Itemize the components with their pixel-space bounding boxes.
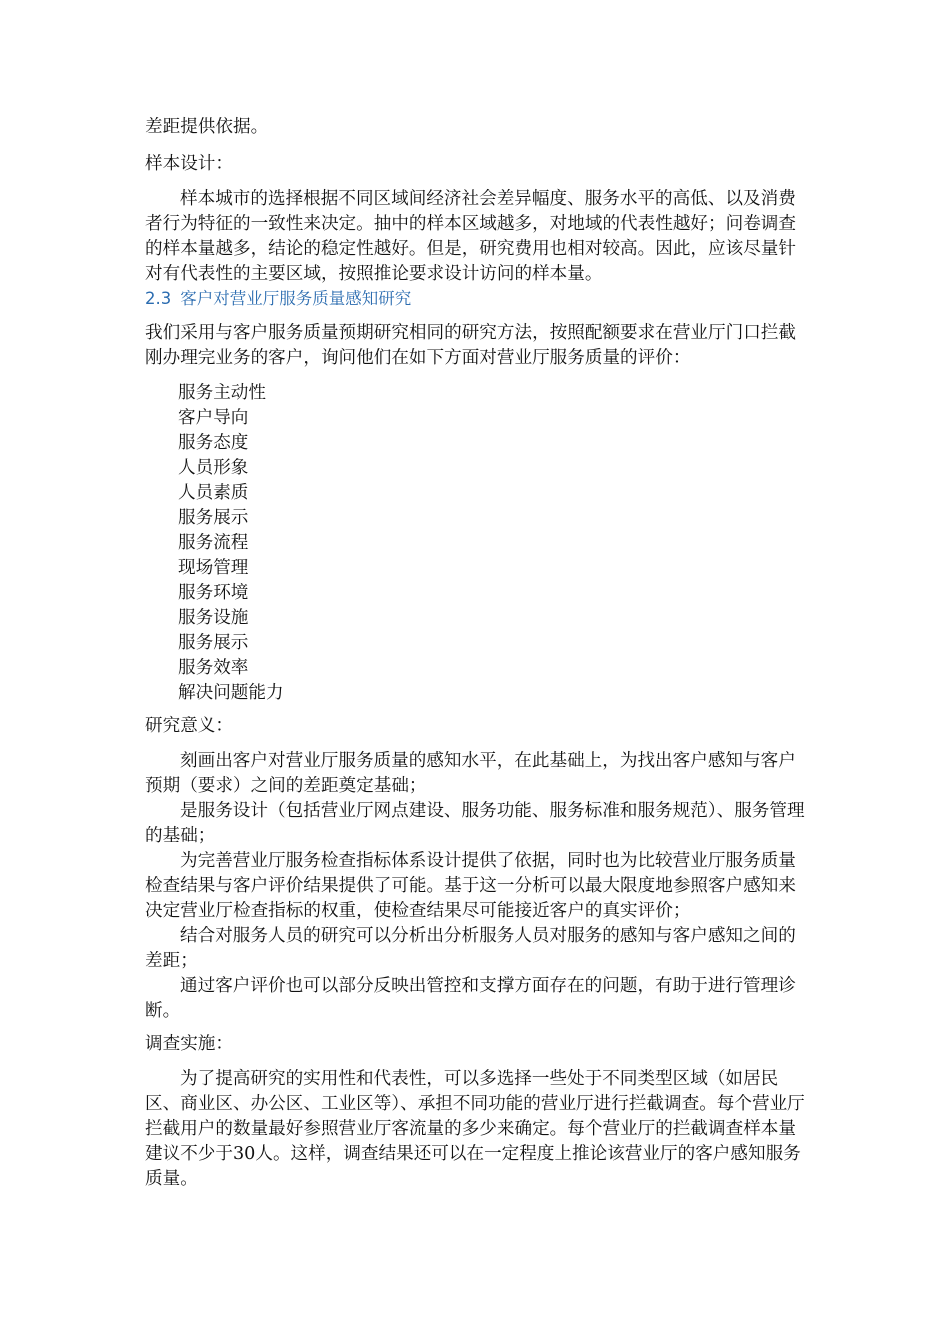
section-title: 客户对营业厅服务质量感知研究 <box>180 289 412 308</box>
significance-paragraph: 结合对服务人员的研究可以分析出分析服务人员对服务的感知与客户感知之间的差距； <box>145 926 796 971</box>
significance-paragraph: 刻画出客户对营业厅服务质量的感知水平，在此基础上，为找出客户感知与客户预期（要求）之间的差距奠定基础； <box>145 751 796 796</box>
list-item: 人员素质 <box>178 483 249 503</box>
section-heading <box>145 287 805 311</box>
top-fragment: 差距提供依据。 <box>145 117 269 137</box>
list-item: 服务效率 <box>178 658 249 678</box>
significance-paragraph: 是服务设计（包括营业厅网点建设、服务功能、服务标准和服务规范）、服务管理的基础； <box>145 801 805 846</box>
implementation-label: 调查实施： <box>145 1034 233 1054</box>
list-item: 服务展示 <box>178 633 249 653</box>
list-item: 服务主动性 <box>178 383 266 403</box>
section-number: 2.3 <box>145 289 172 308</box>
list-item: 客户导向 <box>178 408 249 428</box>
list-item: 现场管理 <box>178 558 249 578</box>
document-page <box>145 115 805 1192</box>
significance-block <box>145 749 805 1024</box>
list-item: 服务设施 <box>178 608 249 628</box>
list-item: 解决问题能力 <box>178 683 284 703</box>
significance-label: 研究意义： <box>145 716 233 736</box>
list-item: 人员形象 <box>178 458 249 478</box>
sample-design-text: 样本城市的选择根据不同区域间经济社会差异幅度、服务水平的高低、以及消费者行为特征的一致性来决定。抽中的样本区域越多，对地域的代表性越好；问卷调查的样本量越多，结论的稳定性越好。但是，研究费用也相对较高。因此，应该尽量针对有代表性的主要区域，按照推论要求设计访问的样本量。 <box>145 189 796 284</box>
implementation-text: 为了提高研究的实用性和代表性，可以多选择一些处于不同类型区域（如居民区、商业区、办公区、工业区等）、承担不同功能的营业厅进行拦截调查。每个营业厅拦截用户的数量最好参照营业厅客流量的多少来确定。每个营业厅的拦截调查样本量建议不少于30人。这样，调查结果还可以在一定程度上推论该营业厅的客户感知服务质量。 <box>145 1069 805 1189</box>
significance-paragraph: 通过客户评价也可以部分反映出管控和支撑方面存在的问题，有助于进行管理诊断。 <box>145 976 796 1021</box>
list-item: 服务展示 <box>178 508 249 528</box>
intro-paragraph: 我们采用与客户服务质量预期研究相同的研究方法，按照配额要求在营业厅门口拦截刚办理完业务的客户，询问他们在如下方面对营业厅服务质量的评价： <box>145 323 796 368</box>
list-item: 服务态度 <box>178 433 249 453</box>
list-item: 服务环境 <box>178 583 249 603</box>
sample-design-label: 样本设计： <box>145 154 233 174</box>
significance-paragraph: 为完善营业厅服务检查指标体系设计提供了依据，同时也为比较营业厅服务质量检查结果与客户评价结果提供了可能。基于这一分析可以最大限度地参照客户感知来决定营业厅检查指标的权重，使检查结果尽可能接近客户的真实评价； <box>145 851 796 921</box>
aspect-list <box>145 381 805 706</box>
list-item: 服务流程 <box>178 533 249 553</box>
